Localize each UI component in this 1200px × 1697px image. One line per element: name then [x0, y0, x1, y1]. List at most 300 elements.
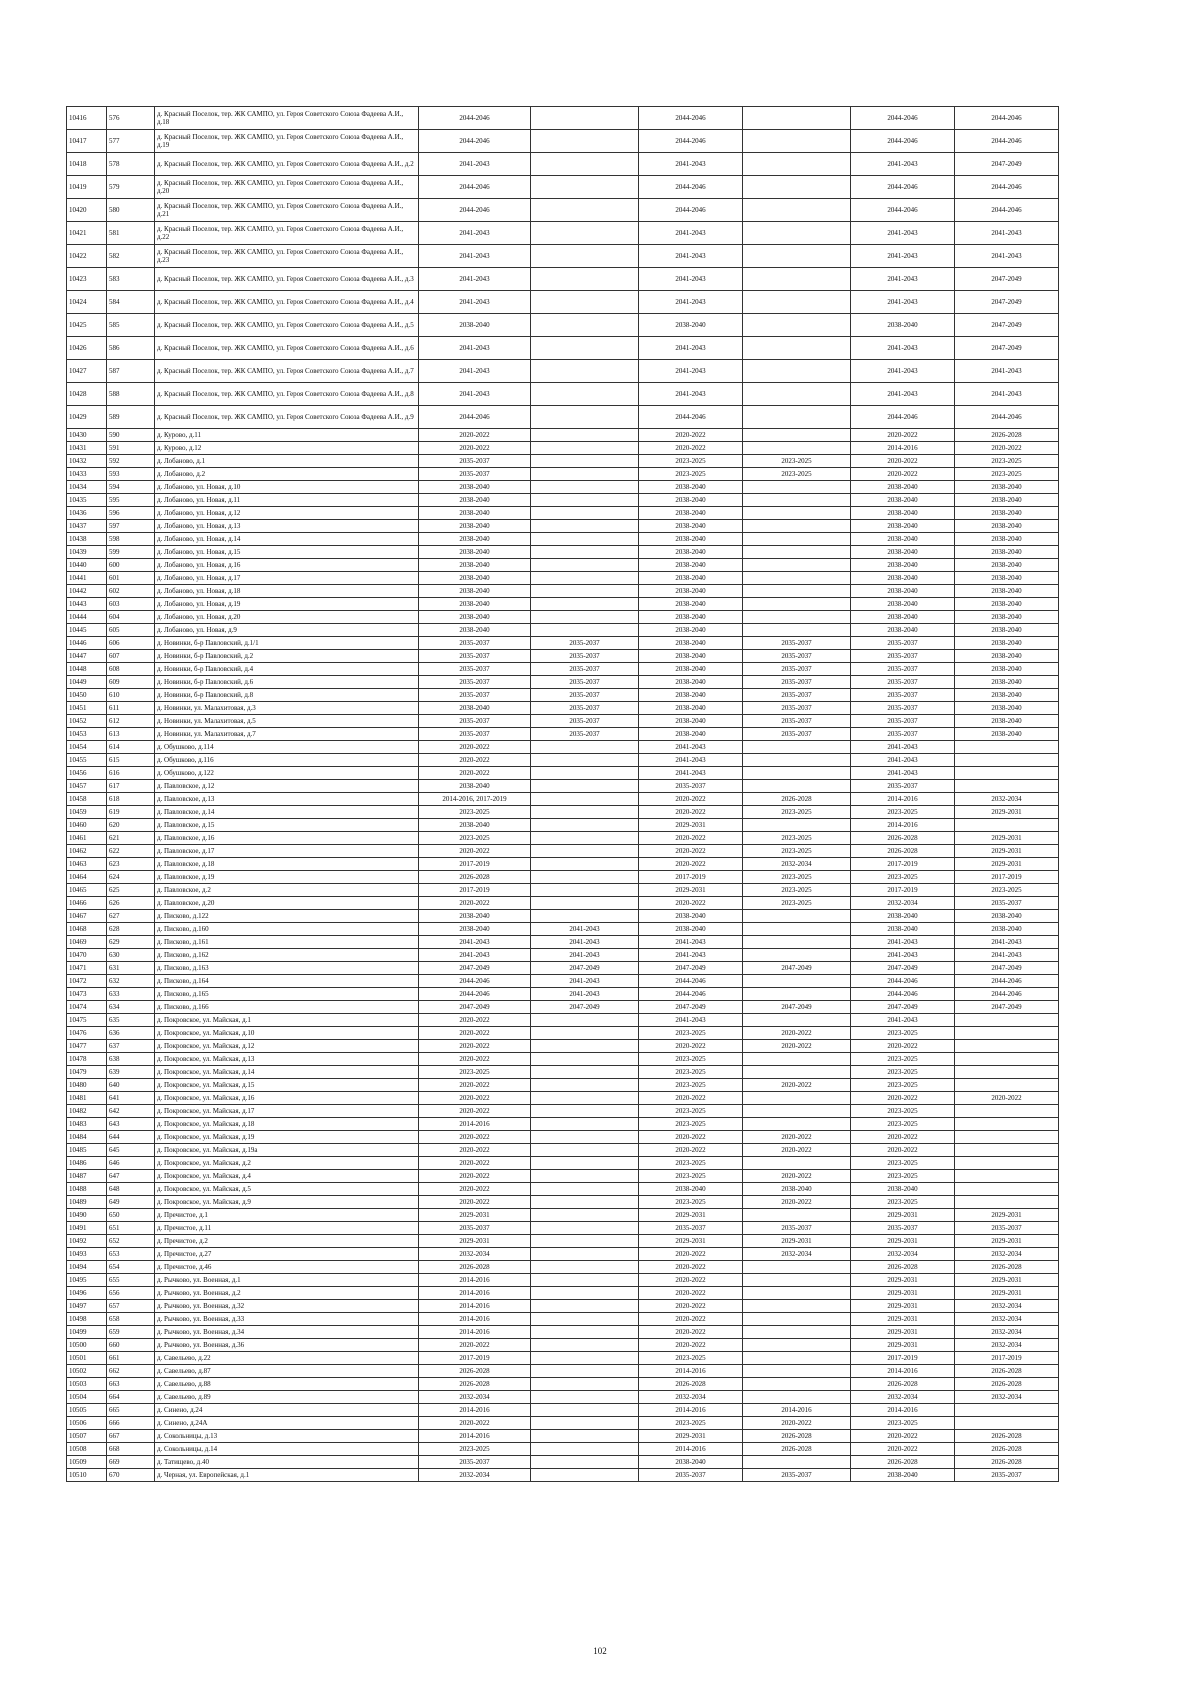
- table-cell-period-col-6: [955, 1014, 1059, 1027]
- table-cell-period-col-6: 2038-2040: [955, 923, 1059, 936]
- table-cell-period-col-5: 2041-2043: [851, 383, 955, 406]
- table-cell-row-number: 10483: [67, 1118, 107, 1131]
- table-cell-period-col-4: 2023-2025: [743, 806, 851, 819]
- table-cell-period-col-1: 2020-2022: [419, 767, 531, 780]
- table-cell-period-col-5: 2020-2022: [851, 1092, 955, 1105]
- table-cell-period-col-1: 2044-2046: [419, 107, 531, 130]
- table-cell-period-col-6: 2038-2040: [955, 689, 1059, 702]
- table-cell-period-col-1: 2020-2022: [419, 1339, 531, 1352]
- table-cell-address: д. Павловское, д.18: [155, 858, 419, 871]
- table-cell-period-col-5: 2038-2040: [851, 533, 955, 546]
- table-cell-period-col-3: 2041-2043: [639, 268, 743, 291]
- table-cell-address: д. Покровское, ул. Майская, д.1: [155, 1014, 419, 1027]
- table-cell-row-number: 10427: [67, 360, 107, 383]
- table-cell-period-col-4: [743, 611, 851, 624]
- table-cell-period-col-4: [743, 910, 851, 923]
- table-cell-period-col-3: 2020-2022: [639, 1300, 743, 1313]
- table-cell-row-number: 10504: [67, 1391, 107, 1404]
- table-cell-item-number: 603: [107, 598, 155, 611]
- table-cell-period-col-1: 2035-2037: [419, 650, 531, 663]
- table-cell-period-col-6: [955, 819, 1059, 832]
- table-cell-period-col-1: 2020-2022: [419, 1079, 531, 1092]
- table-cell-period-col-6: 2038-2040: [955, 702, 1059, 715]
- table-cell-address: д. Павловское, д.20: [155, 897, 419, 910]
- table-cell-period-col-6: [955, 1066, 1059, 1079]
- table-cell-period-col-1: 2038-2040: [419, 819, 531, 832]
- table-cell-period-col-2: [531, 1261, 639, 1274]
- table-cell-period-col-4: [743, 1261, 851, 1274]
- table-cell-period-col-2: 2035-2037: [531, 728, 639, 741]
- table-cell-period-col-1: 2014-2016, 2017-2019: [419, 793, 531, 806]
- table-cell-period-col-2: [531, 455, 639, 468]
- table-cell-period-col-4: 2020-2022: [743, 1417, 851, 1430]
- table-cell-period-col-2: [531, 494, 639, 507]
- table-row: [67, 754, 1143, 767]
- table-cell-period-col-5: 2047-2049: [851, 1001, 955, 1014]
- table-cell-row-number: 10503: [67, 1378, 107, 1391]
- table-cell-address: д. Лобаново, ул. Новая, д.19: [155, 598, 419, 611]
- table-cell-period-col-1: 2023-2025: [419, 832, 531, 845]
- table-cell-period-col-3: 2023-2025: [639, 1066, 743, 1079]
- table-cell-period-col-2: 2035-2037: [531, 663, 639, 676]
- table-cell-period-col-1: 2026-2028: [419, 871, 531, 884]
- table-row: [67, 767, 1143, 780]
- table-cell-period-col-5: 2032-2034: [851, 1248, 955, 1261]
- table-cell-period-col-2: [531, 1131, 639, 1144]
- table-cell-period-col-6: [955, 1105, 1059, 1118]
- table-cell-address: д. Новинки, б-р Павловский, д.8: [155, 689, 419, 702]
- table-cell-row-number: 10431: [67, 442, 107, 455]
- table-cell-period-col-3: 2026-2028: [639, 1378, 743, 1391]
- table-cell-period-col-5: 2029-2031: [851, 1235, 955, 1248]
- table-cell-item-number: 613: [107, 728, 155, 741]
- table-cell-item-number: 661: [107, 1352, 155, 1365]
- table-row: [67, 520, 1143, 533]
- table-cell-period-col-1: 2047-2049: [419, 962, 531, 975]
- table-cell-item-number: 592: [107, 455, 155, 468]
- table-cell-item-number: 664: [107, 1391, 155, 1404]
- table-cell-period-col-2: [531, 1079, 639, 1092]
- table-cell-period-col-4: [743, 360, 851, 383]
- table-cell-period-col-6: 2038-2040: [955, 546, 1059, 559]
- table-cell-address: д. Покровское, ул. Майская, д.19а: [155, 1144, 419, 1157]
- table-cell-period-col-2: [531, 819, 639, 832]
- table-row: [67, 406, 1143, 429]
- table-cell-address: д. Красный Поселок, тер. ЖК САМПО, ул. Героя Советского Союза Фадеева А.И., д.21: [155, 199, 419, 222]
- table-row: [67, 107, 1143, 130]
- table-cell-period-col-4: 2023-2025: [743, 468, 851, 481]
- table-cell-row-number: 10510: [67, 1469, 107, 1482]
- table-row: [67, 546, 1143, 559]
- table-row: [67, 637, 1143, 650]
- table-cell-period-col-6: 2026-2028: [955, 1456, 1059, 1469]
- table-cell-period-col-3: 2020-2022: [639, 1339, 743, 1352]
- table-cell-period-col-2: [531, 884, 639, 897]
- table-cell-address: д. Лобаново, ул. Новая, д.15: [155, 546, 419, 559]
- table-cell-address: д. Покровское, ул. Майская, д.2: [155, 1157, 419, 1170]
- table-cell-item-number: 622: [107, 845, 155, 858]
- table-cell-period-col-5: 2020-2022: [851, 1144, 955, 1157]
- table-row: [67, 624, 1143, 637]
- table-cell-item-number: 632: [107, 975, 155, 988]
- table-row: [67, 481, 1143, 494]
- table-cell-period-col-2: [531, 176, 639, 199]
- table-row: [67, 1261, 1143, 1274]
- table-cell-row-number: 10500: [67, 1339, 107, 1352]
- table-cell-period-col-4: [743, 1066, 851, 1079]
- table-cell-period-col-4: [743, 268, 851, 291]
- table-cell-period-col-3: 2044-2046: [639, 176, 743, 199]
- table-cell-period-col-6: 2035-2037: [955, 897, 1059, 910]
- table-cell-item-number: 578: [107, 153, 155, 176]
- table-cell-period-col-2: [531, 624, 639, 637]
- table-row: [67, 199, 1143, 222]
- table-cell-period-col-6: 2038-2040: [955, 507, 1059, 520]
- table-cell-item-number: 584: [107, 291, 155, 314]
- table-cell-address: д. Писково, д.166: [155, 1001, 419, 1014]
- table-cell-period-col-2: [531, 793, 639, 806]
- table-cell-item-number: 583: [107, 268, 155, 291]
- table-cell-period-col-3: 2023-2025: [639, 1105, 743, 1118]
- table-cell-item-number: 668: [107, 1443, 155, 1456]
- table-cell-period-col-1: 2026-2028: [419, 1365, 531, 1378]
- table-cell-period-col-6: 2047-2049: [955, 962, 1059, 975]
- table-cell-period-col-5: 2044-2046: [851, 975, 955, 988]
- table-cell-period-col-2: [531, 598, 639, 611]
- table-row: [67, 650, 1143, 663]
- table-cell-period-col-6: 2041-2043: [955, 949, 1059, 962]
- table-cell-row-number: 10488: [67, 1183, 107, 1196]
- table-cell-period-col-6: [955, 1027, 1059, 1040]
- table-cell-period-col-1: 2026-2028: [419, 1378, 531, 1391]
- table-cell-period-col-6: 2023-2025: [955, 455, 1059, 468]
- table-cell-row-number: 10460: [67, 819, 107, 832]
- table-cell-item-number: 656: [107, 1287, 155, 1300]
- table-cell-period-col-2: [531, 1313, 639, 1326]
- table-cell-period-col-2: [531, 1014, 639, 1027]
- table-cell-period-col-5: 2020-2022: [851, 1040, 955, 1053]
- table-cell-address: д. Черная, ул. Европейская, д.1: [155, 1469, 419, 1482]
- table-cell-period-col-3: 2020-2022: [639, 832, 743, 845]
- table-cell-period-col-5: 2023-2025: [851, 1079, 955, 1092]
- table-cell-period-col-2: [531, 481, 639, 494]
- table-cell-period-col-4: 2020-2022: [743, 1170, 851, 1183]
- table-cell-row-number: 10464: [67, 871, 107, 884]
- table-cell-period-col-5: 2023-2025: [851, 1053, 955, 1066]
- table-cell-address: д. Лобаново, д.1: [155, 455, 419, 468]
- table-cell-period-col-5: 2044-2046: [851, 130, 955, 153]
- table-cell-row-number: 10430: [67, 429, 107, 442]
- table-cell-period-col-2: [531, 1066, 639, 1079]
- table-cell-period-col-2: [531, 1040, 639, 1053]
- table-cell-address: д. Покровское, ул. Майская, д.10: [155, 1027, 419, 1040]
- table-cell-period-col-6: 2020-2022: [955, 1092, 1059, 1105]
- table-cell-period-col-2: 2041-2043: [531, 988, 639, 1001]
- table-cell-period-col-2: [531, 1365, 639, 1378]
- table-cell-row-number: 10447: [67, 650, 107, 663]
- table-cell-row-number: 10507: [67, 1430, 107, 1443]
- table-cell-period-col-2: [531, 1326, 639, 1339]
- table-cell-period-col-3: 2020-2022: [639, 845, 743, 858]
- table-row: [67, 1131, 1143, 1144]
- table-cell-period-col-4: [743, 429, 851, 442]
- table-cell-address: д. Павловское, д.14: [155, 806, 419, 819]
- table-cell-period-col-1: 2032-2034: [419, 1248, 531, 1261]
- table-cell-period-col-4: [743, 337, 851, 360]
- table-cell-period-col-5: 2041-2043: [851, 754, 955, 767]
- table-cell-row-number: 10452: [67, 715, 107, 728]
- table-cell-row-number: 10470: [67, 949, 107, 962]
- table-cell-address: д. Красный Поселок, тер. ЖК САМПО, ул. Героя Советского Союза Фадеева А.И., д.5: [155, 314, 419, 337]
- table-cell-address: д. Татищево, д.40: [155, 1456, 419, 1469]
- table-cell-period-col-6: 2038-2040: [955, 624, 1059, 637]
- table-cell-period-col-1: 2041-2043: [419, 153, 531, 176]
- table-cell-period-col-3: 2020-2022: [639, 1040, 743, 1053]
- table-row: [67, 572, 1143, 585]
- table-cell-address: д. Павловское, д.15: [155, 819, 419, 832]
- table-cell-row-number: 10446: [67, 637, 107, 650]
- table-cell-period-col-4: 2035-2037: [743, 715, 851, 728]
- table-cell-period-col-5: 2041-2043: [851, 268, 955, 291]
- table-row: [67, 1001, 1143, 1014]
- table-cell-period-col-5: 2020-2022: [851, 455, 955, 468]
- table-cell-period-col-5: 2038-2040: [851, 546, 955, 559]
- table-cell-period-col-1: 2029-2031: [419, 1235, 531, 1248]
- table-cell-item-number: 597: [107, 520, 155, 533]
- table-cell-period-col-5: 2029-2031: [851, 1274, 955, 1287]
- table-cell-item-number: 595: [107, 494, 155, 507]
- table-cell-period-col-4: [743, 767, 851, 780]
- table-cell-period-col-2: [531, 291, 639, 314]
- table-row: [67, 741, 1143, 754]
- table-cell-period-col-4: [743, 1326, 851, 1339]
- table-row: [67, 1248, 1143, 1261]
- table-cell-period-col-5: 2020-2022: [851, 1443, 955, 1456]
- table-cell-period-col-3: 2038-2040: [639, 715, 743, 728]
- table-cell-period-col-4: [743, 406, 851, 429]
- table-cell-period-col-1: 2035-2037: [419, 676, 531, 689]
- table-cell-row-number: 10475: [67, 1014, 107, 1027]
- table-cell-period-col-3: 2038-2040: [639, 1456, 743, 1469]
- table-cell-period-col-2: [531, 1391, 639, 1404]
- table-cell-period-col-4: 2020-2022: [743, 1144, 851, 1157]
- table-cell-period-col-1: 2029-2031: [419, 1209, 531, 1222]
- table-cell-period-col-3: 2023-2025: [639, 1417, 743, 1430]
- table-cell-item-number: 579: [107, 176, 155, 199]
- table-cell-address: д. Савельево, д.87: [155, 1365, 419, 1378]
- table-row: [67, 455, 1143, 468]
- table-cell-period-col-3: 2014-2016: [639, 1404, 743, 1417]
- table-row: [67, 1092, 1143, 1105]
- table-row: [67, 1443, 1143, 1456]
- table-cell-row-number: 10480: [67, 1079, 107, 1092]
- table-cell-period-col-3: 2038-2040: [639, 611, 743, 624]
- table-cell-period-col-5: 2041-2043: [851, 291, 955, 314]
- table-cell-period-col-2: 2041-2043: [531, 975, 639, 988]
- table-cell-period-col-4: 2026-2028: [743, 793, 851, 806]
- table-row: [67, 291, 1143, 314]
- table-cell-item-number: 666: [107, 1417, 155, 1430]
- table-cell-period-col-6: 2044-2046: [955, 107, 1059, 130]
- table-cell-address: д. Сокольницы, д.13: [155, 1430, 419, 1443]
- table-cell-period-col-6: 2017-2019: [955, 871, 1059, 884]
- table-cell-period-col-2: [531, 780, 639, 793]
- table-row: [67, 1040, 1143, 1053]
- table-cell-period-col-5: 2038-2040: [851, 1469, 955, 1482]
- table-row: [67, 819, 1143, 832]
- table-cell-period-col-4: [743, 598, 851, 611]
- table-cell-period-col-1: 2014-2016: [419, 1313, 531, 1326]
- table-cell-period-col-3: 2038-2040: [639, 923, 743, 936]
- table-cell-item-number: 596: [107, 507, 155, 520]
- table-cell-period-col-6: 2023-2025: [955, 884, 1059, 897]
- table-cell-item-number: 594: [107, 481, 155, 494]
- table-cell-item-number: 614: [107, 741, 155, 754]
- table-cell-row-number: 10496: [67, 1287, 107, 1300]
- table-row: [67, 702, 1143, 715]
- table-cell-period-col-2: [531, 1339, 639, 1352]
- table-cell-item-number: 654: [107, 1261, 155, 1274]
- table-cell-period-col-5: 2041-2043: [851, 741, 955, 754]
- table-cell-period-col-6: [955, 1144, 1059, 1157]
- table-cell-item-number: 659: [107, 1326, 155, 1339]
- table-cell-period-col-5: 2017-2019: [851, 1352, 955, 1365]
- table-cell-period-col-4: 2047-2049: [743, 962, 851, 975]
- table-cell-period-col-2: [531, 585, 639, 598]
- table-cell-period-col-1: 2020-2022: [419, 1170, 531, 1183]
- table-cell-period-col-1: 2020-2022: [419, 754, 531, 767]
- table-cell-period-col-5: 2038-2040: [851, 585, 955, 598]
- table-cell-period-col-4: [743, 222, 851, 245]
- table-cell-row-number: 10435: [67, 494, 107, 507]
- table-row: [67, 845, 1143, 858]
- table-cell-period-col-1: 2044-2046: [419, 199, 531, 222]
- table-cell-period-col-2: 2047-2049: [531, 962, 639, 975]
- table-cell-period-col-6: [955, 741, 1059, 754]
- table-cell-period-col-4: 2026-2028: [743, 1443, 851, 1456]
- table-cell-address: д. Красный Поселок, тер. ЖК САМПО, ул. Героя Советского Союза Фадеева А.И., д.7: [155, 360, 419, 383]
- table-cell-period-col-4: [743, 975, 851, 988]
- table-row: [67, 897, 1143, 910]
- data-table: [66, 106, 1143, 1482]
- table-cell-period-col-5: 2035-2037: [851, 689, 955, 702]
- table-cell-period-col-1: 2017-2019: [419, 1352, 531, 1365]
- table-cell-period-col-6: 2047-2049: [955, 153, 1059, 176]
- table-cell-address: д. Покровское, ул. Майская, д.5: [155, 1183, 419, 1196]
- table-cell-row-number: 10467: [67, 910, 107, 923]
- table-cell-period-col-2: [531, 107, 639, 130]
- table-row: [67, 988, 1143, 1001]
- table-cell-period-col-5: 2029-2031: [851, 1339, 955, 1352]
- table-row: [67, 559, 1143, 572]
- table-cell-row-number: 10461: [67, 832, 107, 845]
- table-cell-period-col-5: 2041-2043: [851, 337, 955, 360]
- table-cell-period-col-2: [531, 832, 639, 845]
- table-cell-period-col-3: 2038-2040: [639, 1183, 743, 1196]
- table-cell-item-number: 648: [107, 1183, 155, 1196]
- table-cell-period-col-4: 2032-2034: [743, 1248, 851, 1261]
- table-row: [67, 1469, 1143, 1482]
- table-cell-period-col-2: [531, 1209, 639, 1222]
- table-cell-period-col-2: 2035-2037: [531, 650, 639, 663]
- table-row: [67, 728, 1143, 741]
- table-cell-item-number: 657: [107, 1300, 155, 1313]
- table-cell-period-col-6: 2047-2049: [955, 337, 1059, 360]
- table-cell-period-col-6: 2032-2034: [955, 1300, 1059, 1313]
- table-cell-period-col-4: [743, 923, 851, 936]
- table-cell-period-col-2: [531, 845, 639, 858]
- table-cell-period-col-4: [743, 572, 851, 585]
- table-cell-period-col-2: [531, 337, 639, 360]
- table-cell-period-col-2: [531, 1196, 639, 1209]
- table-cell-row-number: 10451: [67, 702, 107, 715]
- table-cell-row-number: 10421: [67, 222, 107, 245]
- table-cell-period-col-5: 2041-2043: [851, 222, 955, 245]
- page-number: 102: [593, 1646, 607, 1656]
- table-cell-period-col-1: 2020-2022: [419, 1092, 531, 1105]
- table-cell-period-col-1: 2035-2037: [419, 728, 531, 741]
- table-cell-item-number: 615: [107, 754, 155, 767]
- table-cell-address: д. Синено, д.24А: [155, 1417, 419, 1430]
- table-cell-period-col-5: 2035-2037: [851, 728, 955, 741]
- table-cell-period-col-3: 2023-2025: [639, 1196, 743, 1209]
- table-cell-address: д. Писково, д.160: [155, 923, 419, 936]
- table-cell-period-col-1: 2038-2040: [419, 314, 531, 337]
- table-cell-period-col-3: 2038-2040: [639, 663, 743, 676]
- table-cell-period-col-4: [743, 754, 851, 767]
- table-cell-period-col-5: 2014-2016: [851, 793, 955, 806]
- table-cell-period-col-5: 2023-2025: [851, 1170, 955, 1183]
- table-cell-period-col-2: [531, 1287, 639, 1300]
- table-cell-period-col-5: 2041-2043: [851, 936, 955, 949]
- table-row: [67, 936, 1143, 949]
- table-cell-period-col-5: 2026-2028: [851, 1261, 955, 1274]
- table-cell-period-col-2: [531, 767, 639, 780]
- table-cell-period-col-3: 2041-2043: [639, 291, 743, 314]
- table-cell-period-col-4: [743, 949, 851, 962]
- table-cell-period-col-2: [531, 858, 639, 871]
- table-cell-period-col-4: 2020-2022: [743, 1040, 851, 1053]
- table-cell-period-col-4: 2035-2037: [743, 1469, 851, 1482]
- table-cell-period-col-3: 2020-2022: [639, 806, 743, 819]
- table-cell-period-col-5: 2032-2034: [851, 1391, 955, 1404]
- table-cell-period-col-4: 2020-2022: [743, 1196, 851, 1209]
- table-row: [67, 130, 1143, 153]
- table-cell-period-col-2: 2035-2037: [531, 637, 639, 650]
- table-cell-period-col-1: 2044-2046: [419, 975, 531, 988]
- table-cell-row-number: 10489: [67, 1196, 107, 1209]
- table-cell-item-number: 663: [107, 1378, 155, 1391]
- table-cell-period-col-6: 2029-2031: [955, 806, 1059, 819]
- table-cell-period-col-3: 2020-2022: [639, 1131, 743, 1144]
- table-cell-period-col-4: [743, 199, 851, 222]
- table-cell-period-col-6: [955, 1417, 1059, 1430]
- table-cell-period-col-2: [531, 754, 639, 767]
- table-cell-row-number: 10422: [67, 245, 107, 268]
- table-row: [67, 1196, 1143, 1209]
- table-cell-period-col-6: 2032-2034: [955, 1391, 1059, 1404]
- table-cell-row-number: 10458: [67, 793, 107, 806]
- table-cell-period-col-2: [531, 245, 639, 268]
- table-cell-period-col-6: 2038-2040: [955, 598, 1059, 611]
- table-cell-period-col-6: 2026-2028: [955, 1365, 1059, 1378]
- table-cell-period-col-1: 2041-2043: [419, 245, 531, 268]
- table-cell-period-col-5: 2041-2043: [851, 153, 955, 176]
- table-cell-period-col-5: 2035-2037: [851, 650, 955, 663]
- table-row: [67, 1183, 1143, 1196]
- table-row: [67, 1170, 1143, 1183]
- table-cell-period-col-1: 2014-2016: [419, 1300, 531, 1313]
